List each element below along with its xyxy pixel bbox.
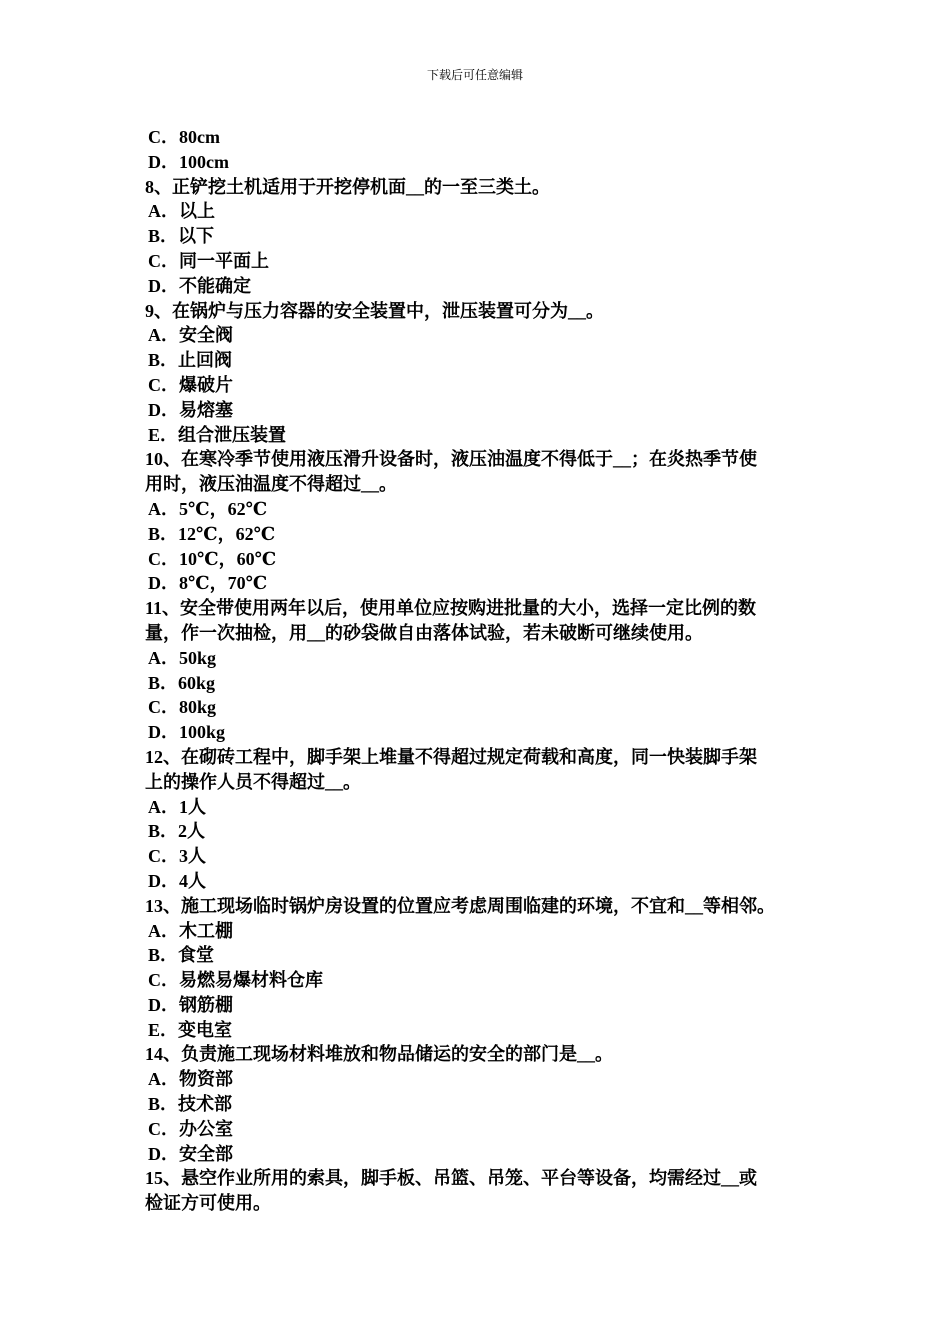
question-text: 12、在砌砖工程中，脚手架上堆量不得超过规定荷载和高度，同一快装脚手架 [145,746,757,767]
question-text: 8、正铲挖土机适用于开挖停机面__的一至三类土。 [145,176,550,197]
answer-option: A．1人 [148,796,206,817]
answer-option: A．5℃，62℃ [148,498,268,519]
answer-option: A．以上 [148,201,215,222]
question-text: 上的操作人员不得超过__。 [145,771,361,792]
answer-option: A．安全阀 [148,325,233,346]
answer-option: C．同一平面上 [148,250,269,271]
answer-option: A．物资部 [148,1069,233,1090]
answer-option: A．50kg [148,647,217,668]
question-text: 15、悬空作业所用的索具，脚手板、吊篮、吊笼、平台等设备，均需经过__或 [145,1168,757,1189]
answer-option: E．变电室 [148,1019,233,1040]
document-body [145,125,815,1216]
answer-option: C．80cm [148,127,220,147]
answer-option: E．组合泄压装置 [148,424,287,445]
answer-option: B．2人 [148,821,206,842]
answer-option: D．4人 [148,870,206,891]
question-text: 13、施工现场临时锅炉房设置的位置应考虑周围临建的环境，不宜和__等相邻。 [145,895,775,916]
answer-option: D．易熔塞 [148,399,233,420]
answer-option: B．食堂 [148,945,215,966]
answer-option: C．办公室 [148,1118,233,1139]
page-header: 下载后可任意编辑 [426,68,523,82]
answer-option: B．技术部 [148,1094,233,1115]
answer-option: D．8℃，70℃ [148,573,268,594]
question-text: 14、负责施工现场材料堆放和物品储运的安全的部门是__。 [145,1044,613,1065]
answer-option: C．10℃，60℃ [148,548,277,569]
answer-option: A．木工棚 [148,920,233,941]
question-text: 检证方可使用。 [145,1193,271,1214]
answer-option: D．100kg [148,722,226,743]
answer-option: C．80kg [148,697,217,718]
question-text: 用时，液压油温度不得超过__。 [145,474,397,495]
question-text: 11、安全带使用两年以后，使用单位应按购进批量的大小，选择一定比例的数 [145,598,757,619]
question-text: 10、在寒冷季节使用液压滑升设备时，液压油温度不得低于__；在炎热季节使 [145,449,757,470]
answer-option: D．钢筋棚 [148,994,233,1015]
answer-option: C．3人 [148,846,206,867]
answer-option: D．100cm [148,151,229,172]
answer-option: D．不能确定 [148,275,251,296]
question-text: 量，作一次抽检，用__的砂袋做自由落体试验，若未破断可继续使用。 [145,622,703,643]
answer-option: B．以下 [148,226,215,247]
answer-option: C．易燃易爆材料仓库 [148,970,323,991]
answer-option: B．60kg [148,672,216,693]
answer-option: B．止回阀 [148,350,233,371]
answer-option: B．12℃，62℃ [148,523,276,544]
answer-option: D．安全部 [148,1143,233,1164]
answer-option: C．爆破片 [148,374,233,395]
question-text: 9、在锅炉与压力容器的安全装置中，泄压装置可分为__。 [145,300,604,321]
